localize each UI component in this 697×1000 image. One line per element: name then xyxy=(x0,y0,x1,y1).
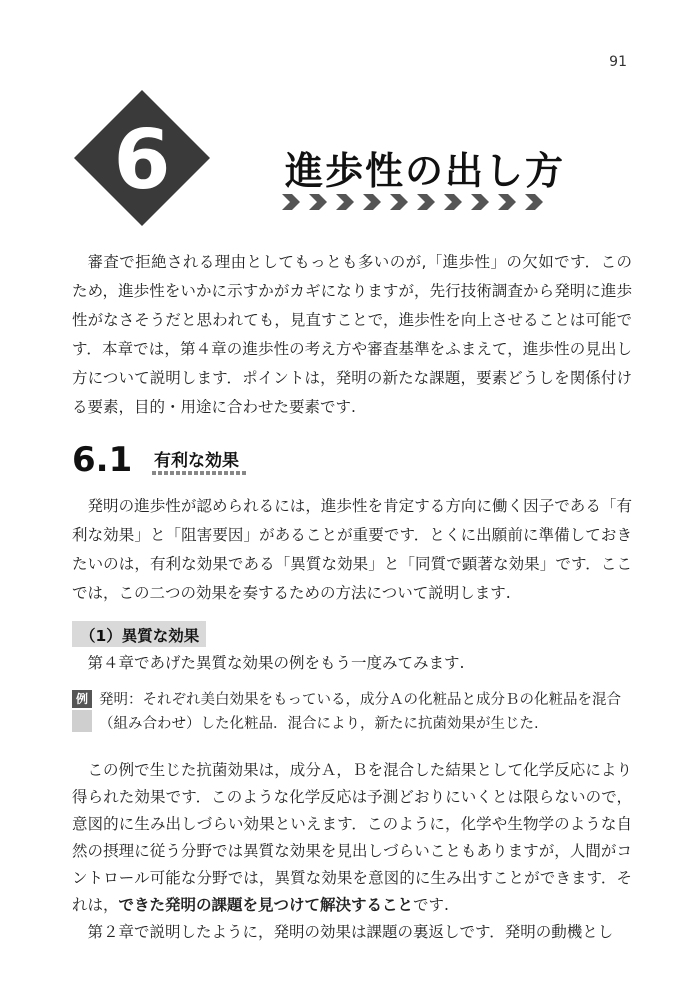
subsection-label: （1）異質な効果 xyxy=(80,627,200,645)
example-badge: 例 xyxy=(72,690,92,708)
example-text: 発明：それぞれ美白効果をもっている，成分Ａの化粧品と成分Ｂの化粧品を混合（組み合わせ）した化粧品．混合により，新たに抗菌効果が生じた. xyxy=(99,692,621,732)
chapter-title: 進歩性の出し方 xyxy=(285,149,566,193)
chapter-intro-paragraph: 審査で拒絶される理由としてもっとも多いのが,「進歩性」の欠如です．このため，進歩性をいかに示すかがカギになりますが，先行技術調査から発明に進歩性がなさそうだと思われても，見直すことで，進歩性を向上させることは可能です．本章では，第４章の進歩性の考え方や審査基準をふまえて，進歩性の見出し方について説明します．ポイントは，発明の新たな課題，要素どうしを関係付ける要素，目的・用途に合わせた要素です. xyxy=(72,253,632,416)
body-paragraph xyxy=(72,757,632,946)
body-text-after-emphasis: です. xyxy=(413,896,449,914)
body-last-line: 第２章で説明したように，発明の効果は課題の裏返しです．発明の動機とし xyxy=(87,923,614,941)
subsection-intro: 第４章であげた異質な効果の例をもう一度みてみます. xyxy=(87,654,465,672)
body-emphasis: できた発明の課題を見つけて解決すること xyxy=(118,896,414,914)
body-text-before-emphasis: この例で生じた抗菌効果は，成分Ａ，Ｂを混合した結果として化学反応により得られた効果です．このような化学反応は予測どおりにいくとは限らないので，意図的に生み出しづらい効果といえます．このように，化学や生物学のような自然の摂理に従う分野では異質な効果を見出しづらいこともありますが，人間がコントロール可能な分野では，異質な効果を意図的に生み出すことができます．それは， xyxy=(72,761,632,914)
chapter-number: 6 xyxy=(113,113,171,208)
example-box xyxy=(72,688,632,748)
section-title: 有利な効果 xyxy=(154,451,239,471)
example-side-bar xyxy=(72,710,92,732)
subsection-heading xyxy=(72,621,206,647)
section-paragraph: 発明の進歩性が認められるには，進歩性を肯定する方向に働く因子である「有利な効果」と「阻害要因」があることが重要です．とくに出願前に準備しておきたいのは，有利な効果である「異質な効果」と「同質で顕著な効果」です．ここでは，この二つの効果を奏するための方法について説明します. xyxy=(72,497,632,602)
section-heading xyxy=(72,440,372,484)
section-title-dotted-underline xyxy=(152,469,252,477)
chapter-number-badge xyxy=(72,88,212,228)
title-underline-arrows xyxy=(282,192,552,212)
page-number: 91 xyxy=(609,54,627,70)
section-number: 6.1 xyxy=(72,440,133,480)
